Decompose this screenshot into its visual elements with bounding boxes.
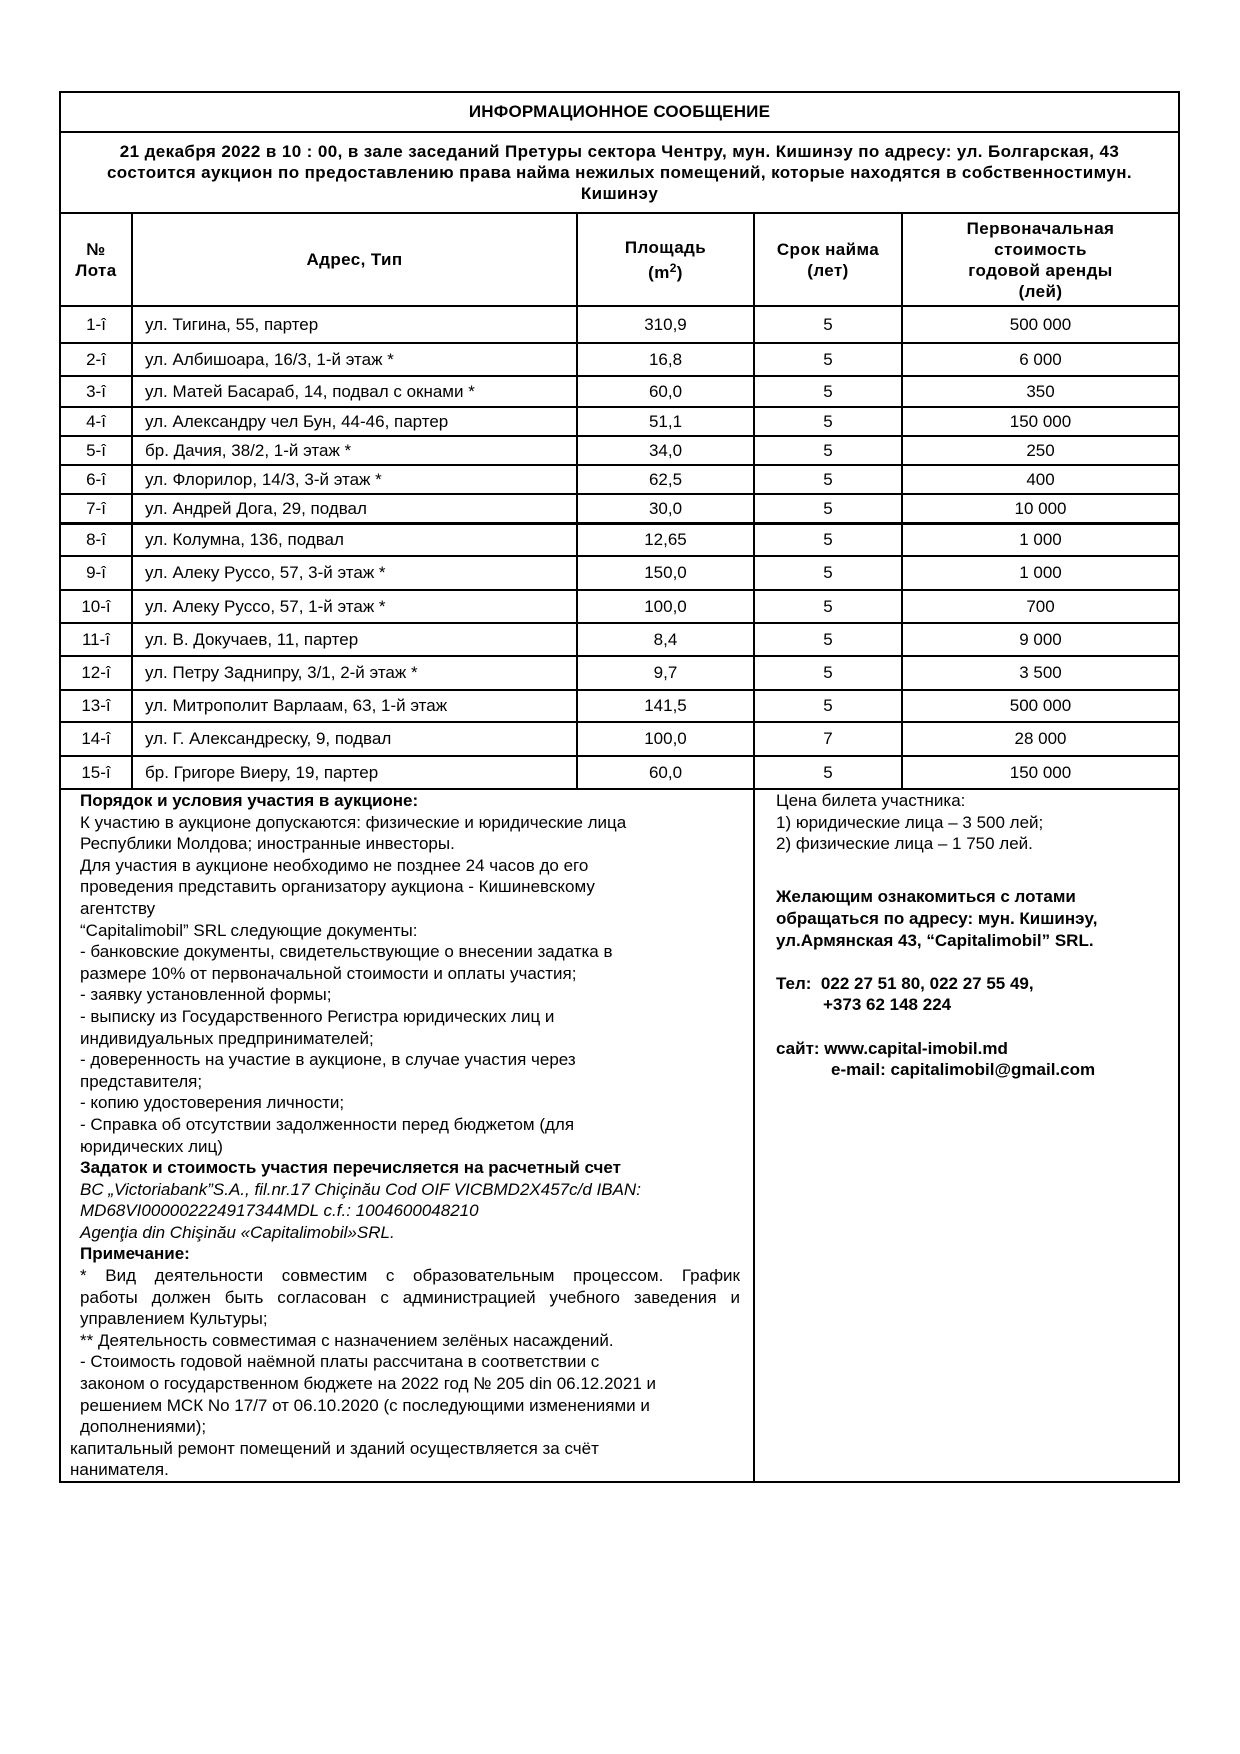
header-text: Лота [75, 260, 117, 280]
lot-term: 5 [823, 314, 833, 334]
ticket-price-legal: 1) юридические лица – 3 500 лей; [776, 812, 1044, 832]
phone-label: Тел: [776, 973, 812, 993]
bank-details [80, 1179, 750, 1244]
lot-number: 5-î [86, 440, 106, 460]
lot-address: ул. Флорилор, 14/3, 3-й этаж * [145, 469, 382, 489]
unit-exponent: 2 [669, 260, 677, 275]
phone-numbers[interactable]: 022 27 51 80, 022 27 55 49, [820, 973, 1034, 993]
lot-price: 28 000 [1014, 729, 1067, 748]
condition-line: размере 10% от первоначальной стоимости и оплаты участия; [80, 963, 577, 983]
lot-price: 150 000 [1009, 411, 1072, 431]
auction-intro [61, 133, 1178, 212]
lot-number: 12-î [81, 663, 111, 682]
condition-line: индивидуальных предпринимателей; [80, 1028, 374, 1048]
lot-area: 141,5 [644, 696, 687, 715]
email-label: e-mail: [831, 1060, 886, 1080]
header-text: (лет) [807, 260, 849, 280]
intro-line: 21 декабря 2022 в 10 : 00, в зале заседаний Претуры сектора Чентру, мун. Кишинэу по адресу: ул. Болгарская, 43 [119, 142, 1120, 161]
lot-term: 5 [823, 629, 833, 649]
lot-address: ул. В. Докучаев, 11, партер [145, 629, 359, 649]
lot-area: 12,65 [644, 530, 687, 549]
note-line: * Вид деятельности совместим с образовательным процессом. График [80, 1266, 740, 1286]
condition-line: юридических лиц) [80, 1136, 223, 1156]
lot-number: 3-î [86, 381, 106, 401]
site-label: сайт: [776, 1038, 820, 1058]
condition-line: проведения представить организатору аукциона - Кишиневскому [80, 877, 595, 897]
lot-address: ул. Андрей Дога, 29, подвал [145, 498, 367, 518]
website-link[interactable]: www.capital-imobil.md [824, 1038, 1008, 1058]
lot-area: 16,8 [648, 349, 683, 369]
condition-line: Республики Молдова; иностранные инвесторы. [80, 834, 455, 854]
lot-number: 11-î [81, 629, 111, 649]
lot-number: 1-î [86, 314, 106, 334]
lot-address: бр. Дачия, 38/2, 1-й этаж * [145, 440, 352, 460]
lot-address: ул. Митрополит Варлаам, 63, 1-й этаж [145, 696, 448, 715]
visit-line: обращаться по адресу: мун. Кишинэу, [776, 908, 1098, 928]
lot-price: 250 [1026, 440, 1055, 460]
lot-area: 9,7 [653, 663, 678, 682]
lot-address: ул. Тигина, 55, партер [145, 314, 319, 334]
lot-number: 13-î [81, 696, 111, 715]
lot-term: 5 [823, 469, 833, 489]
header-text: годовой аренды [968, 260, 1113, 280]
lot-term: 5 [823, 596, 833, 616]
lot-address: ул. Албишоара, 16/3, 1-й этаж * [145, 349, 394, 369]
condition-line: “Capitalimobil” SRL следующие документы: [80, 920, 418, 940]
unit-text: ) [676, 262, 683, 282]
ticket-heading: Цена билета участника: [776, 791, 966, 810]
unit-text: (m [648, 262, 670, 282]
lot-address: ул. Петру Заднипру, 3/1, 2-й этаж * [145, 663, 418, 682]
lot-area: 51,1 [648, 411, 683, 431]
header-text [648, 258, 683, 283]
note-line: - Стоимость годовой наёмной платы рассчитана в соответствии с [80, 1352, 600, 1372]
lot-number: 7-î [86, 498, 106, 518]
condition-line: представителя; [80, 1071, 203, 1091]
payment-heading: Задаток и стоимость участия перечисляется на расчетный счет [80, 1158, 621, 1178]
header-text: Срок найма [776, 239, 880, 259]
lot-term: 5 [823, 663, 833, 682]
condition-line: - выписку из Государственного Регистра юридических лиц и [80, 1006, 555, 1026]
lot-address: ул. Г. Александреску, 9, подвал [145, 729, 392, 748]
header-lot-no [61, 214, 131, 305]
lot-number: 10-î [81, 596, 111, 616]
lot-price: 500 000 [1009, 696, 1072, 715]
lot-area: 60,0 [648, 381, 683, 401]
closing-note [70, 1438, 750, 1481]
lot-area: 34,0 [648, 440, 683, 460]
auction-conditions [70, 790, 750, 1481]
notes-list [80, 1265, 750, 1438]
header-text: Первоначальная [966, 218, 1115, 238]
lot-area: 100,0 [644, 729, 687, 748]
notice-title [61, 93, 1178, 131]
note-line: работы должен быть согласован с администрацией учебного заведения и [80, 1287, 740, 1307]
lot-area: 310,9 [644, 314, 687, 334]
contacts-panel [776, 790, 1176, 1081]
closing-line: нанимателя. [70, 1460, 169, 1480]
condition-line: - Справка об отсутствии задолженности перед бюджетом (для [80, 1114, 575, 1134]
lot-term: 5 [823, 349, 833, 369]
ticket-price-individual: 2) физические лица – 1 750 лей. [776, 834, 1033, 854]
lot-price: 400 [1026, 469, 1055, 489]
note-line: дополнениями); [80, 1417, 207, 1437]
condition-line: - копию удостоверения личности; [80, 1093, 345, 1113]
email-link[interactable]: capitalimobil@gmail.com [890, 1060, 1096, 1080]
note-line: ** Деятельность совместимая с назначением зелёных насаждений. [80, 1330, 614, 1350]
visit-line: Желающим ознакомиться с лотами [776, 887, 1076, 907]
lot-term: 5 [823, 530, 833, 549]
lot-area: 60,0 [648, 762, 683, 782]
closing-line: капитальный ремонт помещений и зданий осуществляется за счёт [70, 1438, 599, 1458]
header-area [578, 214, 753, 305]
lot-number: 8-î [86, 530, 106, 549]
lot-term: 5 [823, 696, 833, 715]
lot-price: 1 000 [1019, 530, 1062, 549]
lot-address: бр. Григоре Виеру, 19, партер [145, 762, 379, 782]
header-text: стоимость [994, 239, 1087, 259]
lot-price: 1 000 [1019, 563, 1062, 582]
lot-address: ул. Матей Басараб, 14, подвал с окнами * [145, 381, 475, 401]
phone-line [776, 973, 1176, 995]
lot-address: ул. Александру чел Бун, 44-46, партер [145, 411, 449, 431]
lot-number: 4-î [86, 411, 106, 431]
lot-term: 5 [823, 563, 833, 582]
lot-term: 5 [823, 440, 833, 460]
lot-address: ул. Колумна, 136, подвал [145, 530, 344, 549]
lot-area: 100,0 [644, 596, 687, 616]
lot-term: 5 [823, 381, 833, 401]
intro-line: состоится аукцион по предоставлению права найма нежилых помещений, которые находятся в собственностимун. [106, 163, 1133, 182]
lot-term: 5 [823, 411, 833, 431]
condition-line: агентству [80, 898, 156, 918]
lot-area: 8,4 [653, 629, 678, 649]
header-text: Адрес, Тип [306, 250, 403, 269]
header-text: Площадь [624, 237, 707, 257]
header-address [133, 214, 576, 305]
lot-area: 62,5 [648, 469, 683, 489]
lot-number: 6-î [86, 469, 106, 489]
condition-line: - заявку установленной формы; [80, 985, 332, 1005]
bank-line: MD68VI000002224917344MDL c.f.: 1004600048210 [80, 1201, 479, 1221]
lot-number: 14-î [81, 729, 111, 748]
site-line [776, 1038, 1176, 1060]
lot-address: ул. Алеку Руссо, 57, 3-й этаж * [145, 563, 386, 582]
note-line: управлением Культуры; [80, 1309, 268, 1329]
condition-line: Для участия в аукционе необходимо не позднее 24 часов до его [80, 855, 589, 875]
condition-line: - доверенность на участие в аукционе, в случае участия через [80, 1050, 576, 1070]
lot-term: 5 [823, 762, 833, 782]
notice-title-text: ИНФОРМАЦИОННОЕ СООБЩЕНИЕ [468, 102, 771, 121]
lot-area: 150,0 [644, 563, 687, 582]
lot-area: 30,0 [648, 498, 683, 518]
lot-number: 15-î [81, 762, 111, 782]
notes-heading: Примечание: [80, 1244, 190, 1264]
lot-price: 700 [1026, 596, 1055, 616]
visit-address: ул.Армянская 43, “Capitalimobil” SRL. [776, 930, 1094, 950]
note-line: решением МСК No 17/7 от 06.10.2020 (с последующими изменениями и [80, 1395, 650, 1415]
condition-line: К участию в аукционе допускаются: физические и юридические лица [80, 812, 627, 832]
note-line: законом о государственном бюджете на 2022 год № 205 din 06.12.2021 и [80, 1374, 657, 1394]
conditions-heading: Порядок и условия участия в аукционе: [80, 791, 419, 810]
header-text: № [86, 239, 106, 259]
lot-price: 6 000 [1019, 349, 1062, 369]
lot-price: 9 000 [1019, 629, 1062, 649]
header-term [755, 214, 901, 305]
lot-price: 500 000 [1009, 314, 1072, 334]
lot-price: 350 [1026, 381, 1055, 401]
phone-mobile[interactable]: +373 62 148 224 [823, 995, 952, 1015]
header-price [903, 214, 1178, 305]
lot-address: ул. Алеку Руссо, 57, 1-й этаж * [145, 596, 386, 616]
lot-term: 5 [823, 498, 833, 518]
lot-price: 150 000 [1009, 762, 1072, 782]
intro-line: Кишинэу [580, 184, 659, 203]
lot-number: 2-î [86, 349, 106, 369]
lot-price: 10 000 [1014, 498, 1067, 518]
bank-line: Agenţia din Chişinău «Capitalimobil»SRL. [80, 1222, 395, 1242]
email-line [776, 1059, 1176, 1081]
lot-number: 9-î [86, 563, 106, 582]
conditions-list [80, 812, 750, 1158]
condition-line: - банковские документы, свидетельствующие о внесении задатка в [80, 942, 613, 962]
lot-term: 7 [823, 729, 833, 748]
bank-line: BC „Victoriabank”S.A., fil.nr.17 Chiçinău Cod OIF VICBMD2X457c/d IBAN: [80, 1179, 641, 1199]
header-text: (лей) [1018, 281, 1063, 301]
lot-price: 3 500 [1019, 663, 1062, 682]
